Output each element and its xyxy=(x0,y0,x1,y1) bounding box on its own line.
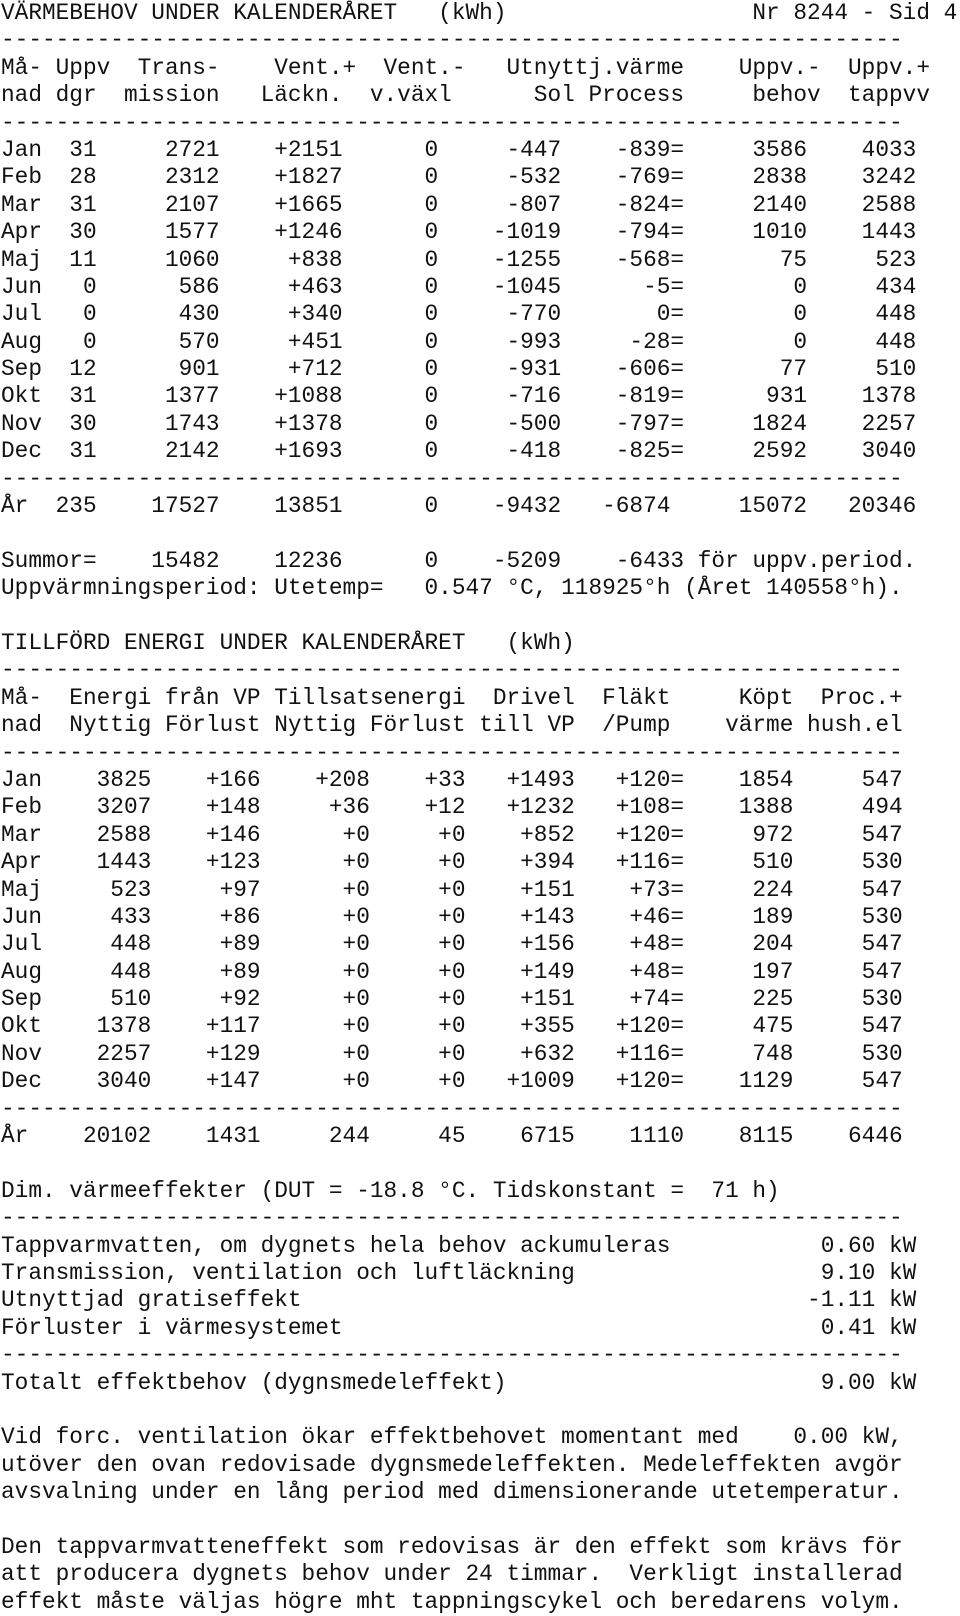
report-line: Maj 11 1060 +838 0 -1255 -568= 75 523 xyxy=(1,246,917,273)
report-line: Jul 448 +89 +0 +0 +156 +48= 204 547 xyxy=(1,931,903,958)
report-line: att producera dygnets behov under 24 timmar. Verkligt installerad xyxy=(1,1561,903,1588)
report-line: Dec 31 2142 +1693 0 -418 -825= 2592 3040 xyxy=(1,438,917,465)
report-line xyxy=(1,1397,959,1424)
report-line: Transmission, ventilation och luftläckning 9.10 kW xyxy=(1,1259,917,1286)
report-line: År 235 17527 13851 0 -9432 -6874 15072 20346 xyxy=(1,493,917,520)
report-line: utöver den ovan redovisade dygnsmedeleffekten. Medeleffekten avgör xyxy=(1,1451,903,1478)
report-line xyxy=(1,1506,959,1533)
report-line: Mar 2588 +146 +0 +0 +852 +120= 972 547 xyxy=(1,821,903,848)
report-line: Mar 31 2107 +1665 0 -807 -824= 2140 2588 xyxy=(1,191,917,218)
report-line: Apr 30 1577 +1246 0 -1019 -794= 1010 1443 xyxy=(1,219,917,246)
report-line: Jan 31 2721 +2151 0 -447 -839= 3586 4033 xyxy=(1,136,917,163)
report-line: Jul 0 430 +340 0 -770 0= 0 448 xyxy=(1,301,917,328)
report-line: nad Nyttig Förlust Nyttig Förlust till VP /Pump värme hush.el xyxy=(1,712,903,739)
report-line: Nov 30 1743 +1378 0 -500 -797= 1824 2257 xyxy=(1,410,917,437)
report-line: Utnyttjad gratiseffekt -1.11 kW xyxy=(1,1287,917,1314)
report-line: Dec 3040 +147 +0 +0 +1009 +120= 1129 547 xyxy=(1,1068,903,1095)
report-line: Aug 0 570 +451 0 -993 -28= 0 448 xyxy=(1,328,917,355)
report-line: Uppvärmningsperiod: Utetemp= 0.547 °C, 118925°h (Året 140558°h). xyxy=(1,575,903,602)
report-line: Feb 28 2312 +1827 0 -532 -769= 2838 3242 xyxy=(1,164,917,191)
report-line: Nov 2257 +129 +0 +0 +632 +116= 748 530 xyxy=(1,1040,903,1067)
report-line: avsvalning under en lång period med dimensionerande utetemperatur. xyxy=(1,1479,903,1506)
report-line: Feb 3207 +148 +36 +12 +1232 +108= 1388 494 xyxy=(1,794,903,821)
report-line: Jan 3825 +166 +208 +33 +1493 +120= 1854 547 xyxy=(1,766,903,793)
report-line: ------------------------------------------------------------------ xyxy=(1,109,903,136)
report-line: Må- Energi från VP Tillsatsenergi Drivel Fläkt Köpt Proc.+ xyxy=(1,684,903,711)
report-line: Dim. värmeeffekter (DUT = -18.8 °C. Tidskonstant = 71 h) xyxy=(1,1177,780,1204)
report-line xyxy=(1,603,959,630)
report-line: Förluster i värmesystemet 0.41 kW xyxy=(1,1314,917,1341)
report-line: Okt 31 1377 +1088 0 -716 -819= 931 1378 xyxy=(1,383,917,410)
report-line: TILLFÖRD ENERGI UNDER KALENDERÅRET (kWh) xyxy=(1,629,575,656)
report-line xyxy=(1,1150,959,1177)
report-line: Aug 448 +89 +0 +0 +149 +48= 197 547 xyxy=(1,958,903,985)
report-line: ------------------------------------------------------------------ xyxy=(1,739,903,766)
report-line xyxy=(1,520,959,547)
report-line: Sep 510 +92 +0 +0 +151 +74= 225 530 xyxy=(1,986,903,1013)
report-line: Totalt effektbehov (dygnsmedeleffekt) 9.00 kW xyxy=(1,1369,917,1396)
report-line: ------------------------------------------------------------------ xyxy=(1,1342,903,1369)
report-line: Summor= 15482 12236 0 -5209 -6433 för uppv.period. xyxy=(1,547,917,574)
report-line: Den tappvarmvatteneffekt som redovisas är den effekt som krävs för xyxy=(1,1533,903,1560)
report-line: Tappvarmvatten, om dygnets hela behov ackumuleras 0.60 kW xyxy=(1,1232,917,1259)
report-line: Sep 12 901 +712 0 -931 -606= 77 510 xyxy=(1,356,917,383)
report-line: ------------------------------------------------------------------ xyxy=(1,1095,903,1122)
report-line: VÄRMEBEHOV UNDER KALENDERÅRET (kWh) Nr 8244 - Sid 4 xyxy=(1,0,958,26)
report-line: Jun 0 586 +463 0 -1045 -5= 0 434 xyxy=(1,273,917,300)
report-line: Maj 523 +97 +0 +0 +151 +73= 224 547 xyxy=(1,876,903,903)
report-line: Apr 1443 +123 +0 +0 +394 +116= 510 530 xyxy=(1,849,903,876)
report-line: ------------------------------------------------------------------ xyxy=(1,27,903,54)
report-line: Må- Uppv Trans- Vent.+ Vent.- Utnyttj.värme Uppv.- Uppv.+ xyxy=(1,54,930,81)
report-line: År 20102 1431 244 45 6715 1110 8115 6446 xyxy=(1,1123,903,1150)
report-line: ------------------------------------------------------------------ xyxy=(1,465,903,492)
report-line: ------------------------------------------------------------------ xyxy=(1,1205,903,1232)
report-line: Vid forc. ventilation ökar effektbehovet momentant med 0.00 kW, xyxy=(1,1424,903,1451)
report-line: ------------------------------------------------------------------ xyxy=(1,657,903,684)
report-line: Okt 1378 +117 +0 +0 +355 +120= 475 547 xyxy=(1,1013,903,1040)
report-line: nad dgr mission Läckn. v.växl Sol Process behov tappvv xyxy=(1,82,930,109)
report-line: Jun 433 +86 +0 +0 +143 +46= 189 530 xyxy=(1,903,903,930)
report-line: effekt måste väljas högre mht tappningscykel och beredarens volym. xyxy=(1,1588,903,1615)
